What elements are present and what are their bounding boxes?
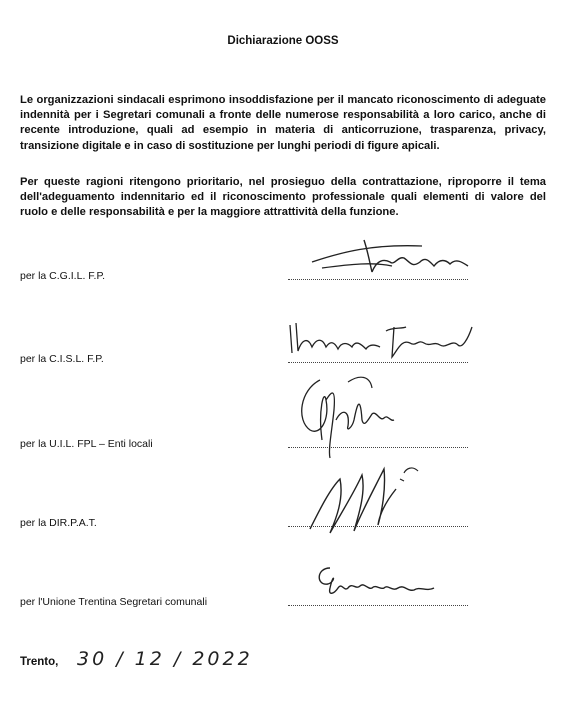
signature-unione-trentina	[300, 558, 450, 604]
paragraph-1: Le organizzazioni sindacali esprimono insoddisfazione per il mancato riconoscimento di adeguate indennità per i Segretari comunali a fronte delle numerose responsabilità a loro carico, anche di recente introduzione, quali ad esempio in materia di anticorruzione, trasparenza, privacy, transizione digitale e in caso di sostituzione per lunghi periodi di figure apicali.	[20, 94, 546, 152]
document-title: Dichiarazione OOSS	[227, 35, 339, 47]
signatory-label-unione-trentina: per l'Unione Trentina Segretari comunali	[20, 596, 208, 608]
signatory-label-dirpat: per la DIR.P.A.T.	[20, 517, 97, 529]
paragraph-2: Per queste ragioni ritengono prioritario, nel prosieguo della contrattazione, riproporre il tema dell'adeguamento indennitario ed il riconoscimento professionale quali elementi di valore del ruolo e delle responsabilità e per la maggiore attrattività della funzione.	[20, 176, 546, 219]
signature-cisl	[282, 317, 482, 363]
signatory-row-dirpat	[20, 509, 560, 529]
signatory-label-uil: per la U.I.L. FPL – Enti locali	[20, 438, 153, 450]
signature-cgil	[302, 232, 492, 282]
place-label: Trento,	[20, 656, 59, 668]
signatory-row-uil	[20, 430, 560, 450]
signatory-label-cgil: per la C.G.I.L. F.P.	[20, 270, 106, 282]
signature-uil	[290, 370, 400, 460]
place-date-row	[20, 648, 420, 678]
signature-dirpat	[300, 459, 430, 539]
signatory-row-unione-trentina	[20, 588, 560, 608]
signatory-label-cisl: per la C.I.S.L. F.P.	[20, 353, 104, 365]
signatory-row-cgil	[20, 262, 560, 282]
handwritten-date: 30 / 12 / 2022	[77, 648, 253, 670]
signature-line	[288, 605, 468, 606]
signatory-row-cisl	[20, 345, 560, 365]
